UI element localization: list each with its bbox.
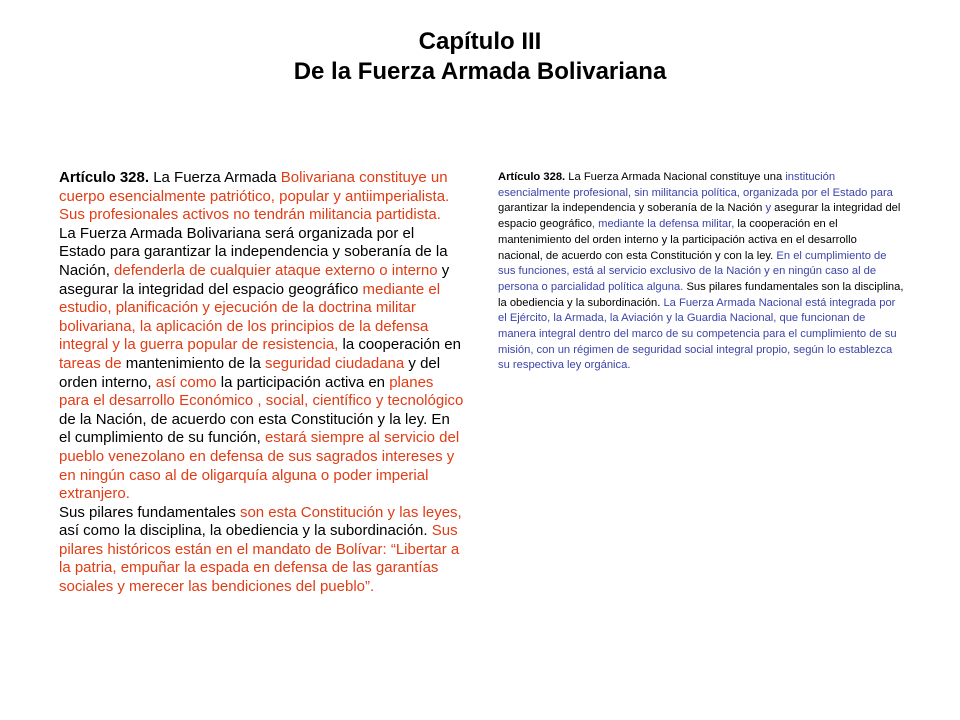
text-run: y del orden interno, (59, 354, 441, 391)
text-run: asegurar la integridad del espacio geográfico (498, 202, 901, 231)
text-run: mantenimiento de la (121, 354, 265, 372)
highlighted-text-run: mediante el estudio, planificación y ejecución de la doctrina militar bolivariana, la aplicación de los principios de la defensa integral y la guerra popular de resistencia, (59, 280, 441, 354)
article-label: Artículo 328. (498, 171, 566, 183)
chapter-subtitle: De la Fuerza Armada Bolivariana (293, 58, 667, 85)
text-run: La Fuerza Armada Bolivariana será organizada por el Estado para garantizar la independencia y soberanía de la Nación, (59, 224, 448, 279)
text-run: Sus pilares fundamentales son la disciplina, la obediencia y la subordinación. (498, 280, 904, 309)
highlighted-text-run: En el cumplimiento de sus funciones, está al servicio exclusivo de la Nación y en ningún caso al de persona o parcialidad política alguna. (498, 249, 887, 293)
paragraph (59, 225, 464, 504)
article-328-new-text (59, 169, 464, 597)
highlighted-text-run: defenderla de cualquier ataque externo o interno (114, 261, 438, 279)
highlighted-text-run: La Fuerza Armada Nacional está integrada por el Ejército, la Armada, la Aviación y la Guardia Nacional, que funcionan de manera integral dentro del marco de su competencia para el cumplimiento de su misión, con un régimen de seguridad social integral propio, según lo establezca su respectiva ley orgánica. (498, 296, 897, 372)
highlighted-text-run: Sus pilares históricos están en el mandato de Bolívar: “Libertar a la patria, empuñar la espada en defensa de las garantías sociales y merecer las bendiciones del pueblo”. (59, 522, 460, 596)
text-run: la cooperación en (338, 336, 461, 354)
highlighted-text-run: seguridad ciudadana (264, 354, 405, 372)
highlighted-text-run: y (765, 202, 772, 215)
highlighted-text-run: planes para el desarrollo Económico , social, científico y tecnológico (59, 373, 464, 410)
highlighted-text-run: , mediante la defensa militar, (591, 218, 735, 231)
highlighted-text-run: así como (155, 373, 217, 391)
article-label: Artículo 328. (59, 169, 150, 186)
text-run: así como la disciplina, la obediencia y la subordinación. (59, 522, 432, 540)
highlighted-text-run: Bolivariana constituye un cuerpo esencialmente patriótico, popular y antiimperialista. Sus profesionales activos no tendrán militancia partidista. (59, 169, 450, 224)
text-run: Sus pilares fundamentales (59, 503, 240, 521)
paragraph (59, 504, 464, 597)
text-run: La Fuerza Armada Nacional constituye una (565, 171, 786, 183)
article-328-old-text (498, 170, 904, 374)
text-run: La Fuerza Armada (149, 169, 281, 186)
text-run: de la Nación, de acuerdo con esta Constitución y la ley. En el cumplimiento de su función, (59, 410, 450, 447)
paragraph (498, 170, 904, 374)
paragraph (59, 169, 464, 225)
highlighted-text-run: son esta Constitución y las leyes, (239, 503, 462, 521)
page-title (0, 27, 960, 87)
highlighted-text-run: institución esencialmente profesional, sin militancia política, organizada por el Estado para (498, 171, 893, 199)
text-run: garantizar la independencia y soberanía de la Nación (498, 202, 766, 215)
highlighted-text-run: tareas de (59, 354, 122, 372)
chapter-title: Capítulo III (418, 28, 542, 55)
text-run: y asegurar la integridad del espacio geográfico (59, 261, 450, 298)
text-run: la participación activa en (216, 373, 390, 391)
highlighted-text-run: estará siempre al servicio del pueblo venezolano en defensa de sus sagrados intereses y en ningún caso al de oligarquía alguna o poder imperial extranjero. (59, 429, 460, 503)
text-run: la cooperación en el mantenimiento del orden interno y la participación activa en el desarrollo nacional, de acuerdo con esta Constitución y con la ley. (498, 218, 857, 262)
